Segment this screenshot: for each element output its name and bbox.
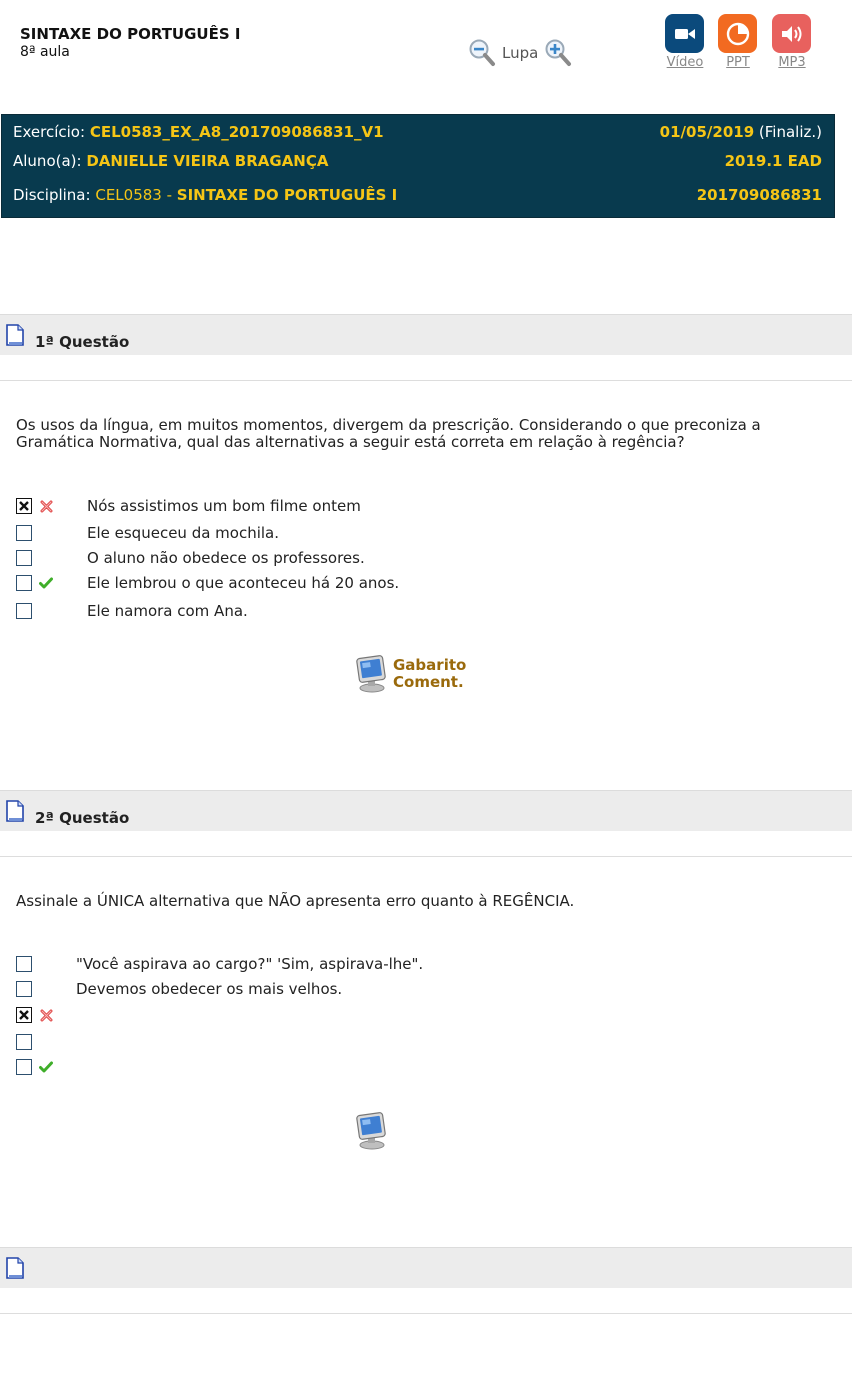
answer-option[interactable] bbox=[16, 571, 399, 595]
answer-checkbox[interactable] bbox=[16, 575, 32, 591]
student-name: DANIELLE VIEIRA BRAGANÇA bbox=[86, 152, 329, 170]
divider bbox=[0, 1313, 852, 1314]
answer-checkbox[interactable] bbox=[16, 603, 32, 619]
gabarito-comentado-button[interactable] bbox=[355, 655, 466, 693]
answer-option[interactable] bbox=[16, 1055, 76, 1079]
answer-checkbox[interactable] bbox=[16, 981, 32, 997]
answer-option[interactable] bbox=[16, 494, 361, 518]
question-title: 1ª Questão bbox=[35, 333, 130, 351]
pie-chart-icon bbox=[718, 14, 757, 53]
subject-label: Disciplina: bbox=[13, 186, 91, 204]
subject-separator: - bbox=[161, 186, 177, 204]
option-text: O aluno não obedece os professores. bbox=[87, 549, 365, 567]
correct-mark-icon bbox=[36, 1061, 56, 1073]
zoom-label: Lupa bbox=[502, 44, 539, 62]
subject-code: CEL0583 bbox=[95, 186, 162, 204]
correct-mark-icon bbox=[36, 577, 56, 589]
gabarito-line1: Gabarito bbox=[393, 656, 467, 674]
student-field bbox=[13, 152, 328, 170]
gabarito-label[interactable] bbox=[393, 657, 466, 691]
ppt-button[interactable] bbox=[718, 14, 758, 70]
gabarito-line2: Coment. bbox=[393, 673, 464, 691]
answer-checkbox[interactable] bbox=[16, 1007, 32, 1023]
answer-option[interactable] bbox=[16, 952, 423, 976]
divider bbox=[0, 380, 852, 381]
exercise-code: CEL0583_EX_A8_201709086831_V1 bbox=[89, 123, 384, 141]
subject-field bbox=[13, 186, 397, 204]
exercise-field bbox=[13, 123, 384, 141]
answer-checkbox[interactable] bbox=[16, 498, 32, 514]
answer-checkbox[interactable] bbox=[16, 1059, 32, 1075]
exercise-status: (Finaliz.) bbox=[758, 123, 822, 141]
option-text: "Você aspirava ao cargo?" 'Sim, aspirava-lhe". bbox=[76, 955, 424, 973]
video-label[interactable]: Vídeo bbox=[666, 55, 704, 70]
option-text: Devemos obedecer os mais velhos. bbox=[76, 980, 343, 998]
mp3-button[interactable] bbox=[772, 14, 812, 70]
answer-checkbox[interactable] bbox=[16, 550, 32, 566]
question-header bbox=[0, 790, 852, 831]
answer-option[interactable] bbox=[16, 977, 342, 1001]
zoom-controls bbox=[468, 38, 572, 68]
date-field bbox=[660, 123, 822, 141]
term: 2019.1 EAD bbox=[724, 152, 822, 170]
exercise-date: 01/05/2019 bbox=[659, 123, 755, 141]
subject-name: SINTAXE DO PORTUGUÊS I bbox=[176, 186, 398, 204]
wrong-mark-icon bbox=[36, 500, 56, 513]
answer-option[interactable] bbox=[16, 1003, 76, 1027]
exercise-label: Exercício: bbox=[13, 123, 86, 141]
ppt-label[interactable]: PPT bbox=[726, 55, 750, 70]
option-text: Ele lembrou o que aconteceu há 20 anos. bbox=[87, 574, 400, 592]
document-icon bbox=[6, 800, 24, 822]
document-icon bbox=[6, 324, 24, 346]
question-title: 2ª Questão bbox=[35, 809, 130, 827]
question-prompt: Os usos da língua, em muitos momentos, divergem da prescrição. Considerando o que preconiza a Gramática Normativa, qual das alternativas a seguir está correta em relação à regência? bbox=[16, 416, 761, 451]
answer-option[interactable] bbox=[16, 599, 248, 623]
answer-checkbox[interactable] bbox=[16, 1034, 32, 1050]
option-text: Nós assistimos um bom filme ontem bbox=[87, 497, 361, 515]
option-text: Ele esqueceu da mochila. bbox=[87, 524, 280, 542]
video-button[interactable] bbox=[665, 14, 705, 70]
answer-option[interactable] bbox=[16, 546, 365, 570]
video-camera-icon bbox=[665, 14, 704, 53]
wrong-mark-icon bbox=[36, 1009, 56, 1022]
student-label: Aluno(a): bbox=[13, 152, 82, 170]
divider bbox=[0, 856, 852, 857]
exercise-info-panel bbox=[1, 114, 835, 218]
computer-icon bbox=[355, 1112, 387, 1150]
mp3-label[interactable]: MP3 bbox=[778, 55, 806, 70]
course-title: SINTAXE DO PORTUGUÊS I bbox=[20, 25, 241, 43]
document-icon bbox=[6, 1257, 24, 1279]
answer-option[interactable] bbox=[16, 521, 279, 545]
lesson-number: 8ª aula bbox=[20, 44, 70, 60]
zoom-in-icon[interactable] bbox=[544, 38, 572, 68]
option-text: Ele namora com Ana. bbox=[87, 602, 248, 620]
question-header bbox=[0, 314, 852, 355]
answer-checkbox[interactable] bbox=[16, 525, 32, 541]
question-header bbox=[0, 1247, 852, 1288]
speaker-icon bbox=[772, 14, 811, 53]
answer-option[interactable] bbox=[16, 1030, 76, 1054]
computer-icon bbox=[355, 655, 387, 693]
gabarito-comentado-button[interactable] bbox=[355, 1112, 387, 1150]
answer-checkbox[interactable] bbox=[16, 956, 32, 972]
question-prompt: Assinale a ÚNICA alternativa que NÃO apresenta erro quanto à REGÊNCIA. bbox=[16, 892, 575, 910]
registration-number: 201709086831 bbox=[696, 186, 822, 204]
zoom-out-icon[interactable] bbox=[468, 38, 496, 68]
